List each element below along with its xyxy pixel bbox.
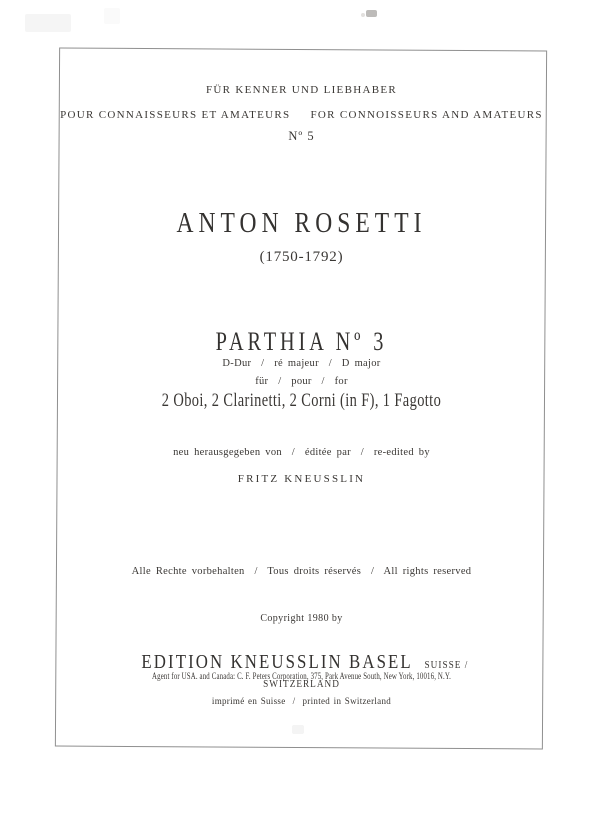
series-number: Nº 5 [288, 129, 315, 143]
publisher-name: EDITION KNEUSSLIN BASEL [141, 651, 413, 673]
composer-dates: (1750-1792) [259, 249, 344, 265]
series-title-fr-en [57, 109, 546, 121]
publisher-row [96, 633, 507, 692]
series-title-french: POUR CONNAISSEURS ET AMATEURS [60, 109, 291, 121]
scan-smudge [366, 10, 377, 17]
agent-line: Agent for USA. and Canada: C. F. Peters Corporation, 375, Park Avenue South, New York, 10016, N.Y. [152, 671, 451, 681]
work-key-line: D-Dur / ré majeur / D major [222, 358, 381, 369]
series-title-english: FOR CONNOISSEURS AND AMATEURS [310, 109, 543, 121]
editor-credit-line: neu herausgegeben von / éditée par / re-edited by [173, 447, 430, 458]
scan-smudge [361, 13, 365, 17]
printed-in-line: imprimé en Suisse / printed in Switzerland [211, 696, 392, 706]
editor-name: FRITZ KNEUSSLIN [237, 473, 366, 485]
copyright-line: Copyright 1980 by [260, 613, 343, 624]
instrumentation-line: 2 Oboi, 2 Clarinetti, 2 Corni (in F), 1 Fagotto [161, 390, 442, 411]
series-title-german: FÜR KENNER UND LIEBHABER [205, 84, 397, 96]
scan-smudge [25, 14, 71, 32]
work-for-line: für / pour / for [255, 376, 348, 387]
scan-smudge [104, 8, 120, 24]
work-title: PARTHIA Nº 3 [215, 327, 388, 356]
publisher-country: SUISSE / SWITZERLAND [263, 659, 472, 690]
composer-name: ANTON ROSETTI [176, 208, 427, 239]
rights-line: Alle Rechte vorbehalten / Tous droits réservés / All rights reserved [131, 566, 472, 577]
